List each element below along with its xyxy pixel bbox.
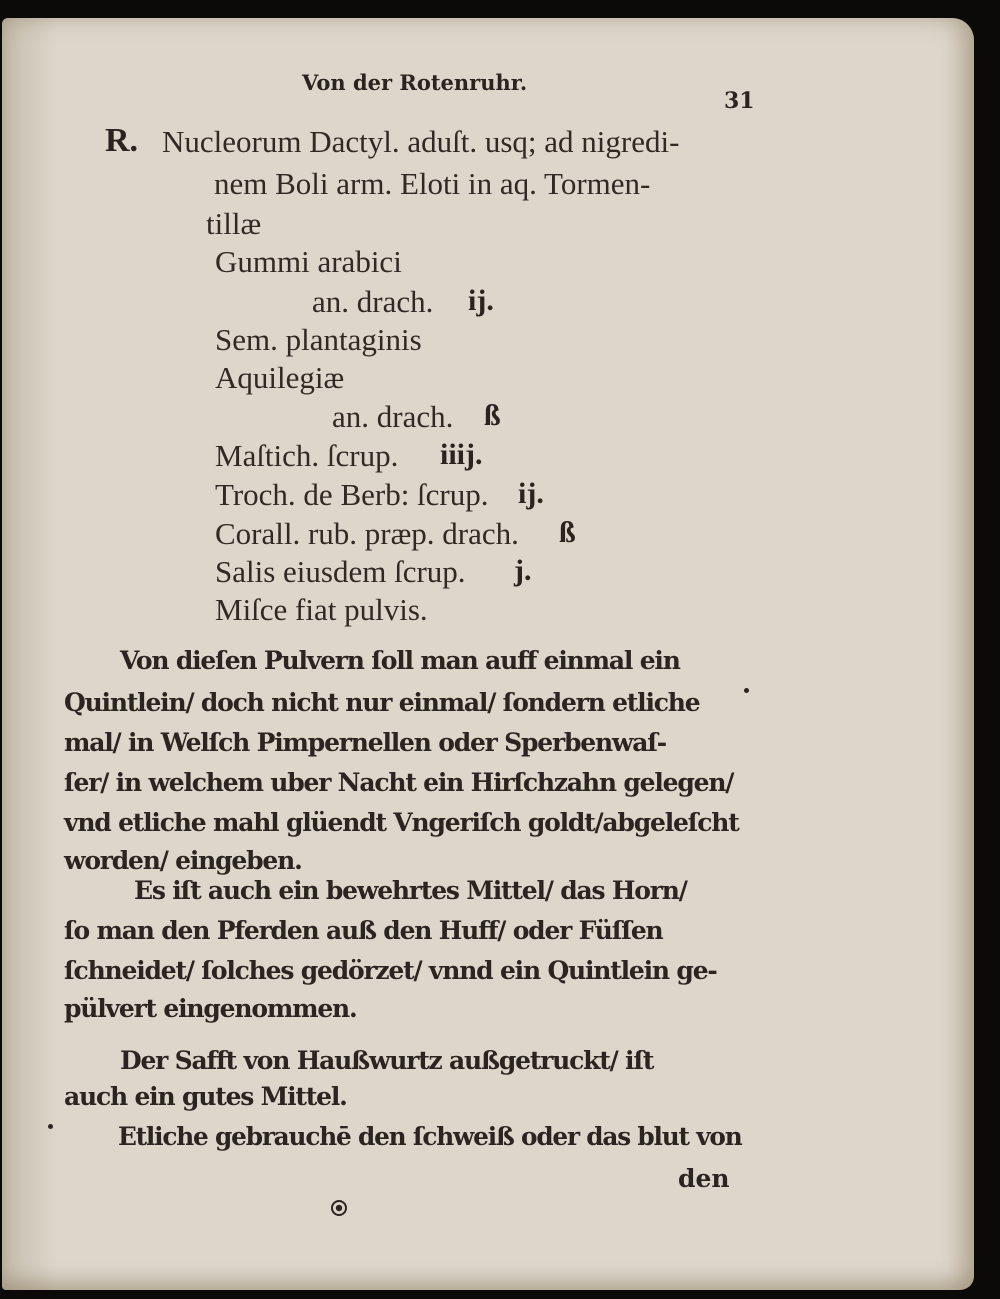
recipe-symbol: R. <box>105 122 139 159</box>
recipe-line: tillæ <box>206 206 262 241</box>
body-line: ſer/ in welchem uber Nacht ein Hirſchzahn gelegen/ <box>64 768 734 797</box>
recipe-line: Miſce fiat pulvis. <box>215 592 428 627</box>
recipe-quantity: iiij. <box>440 438 483 471</box>
marginal-dot <box>744 688 749 693</box>
body-line: pülvert eingenommen. <box>64 994 357 1023</box>
recipe-quantity: ß <box>559 516 576 549</box>
recipe-line: Corall. rub. præp. drach. <box>215 516 519 551</box>
recipe-line: Sem. plantaginis <box>215 322 422 357</box>
printer-ornament-icon <box>331 1200 347 1216</box>
marginal-dot <box>48 1124 53 1129</box>
recipe-line: an. drach. <box>332 399 454 434</box>
body-line: Es iſt auch ein bewehrtes Mittel/ das Horn/ <box>134 876 687 905</box>
body-line: mal/ in Welſch Pimpernellen oder Sperbenwaſ- <box>64 728 666 757</box>
page-number: 31 <box>724 88 755 114</box>
recipe-line: Aquilegiæ <box>215 360 345 395</box>
body-line: worden/ eingeben. <box>64 846 302 875</box>
recipe-line: Troch. de Berb: ſcrup. <box>215 477 489 512</box>
body-line: Von dieſen Pulvern ſoll man auff einmal ein <box>120 646 680 675</box>
body-line: auch ein gutes Mittel. <box>64 1082 347 1111</box>
catchword: den <box>678 1164 730 1193</box>
recipe-quantity: ij. <box>468 284 494 317</box>
body-line: vnd etliche mahl glüendt Vngeriſch goldt/abgeleſcht <box>64 808 739 837</box>
recipe-quantity: ij. <box>518 477 544 510</box>
recipe-line: an. drach. <box>312 284 434 319</box>
body-line: ſo man den Pferden auß den Huff/ oder Füſſen <box>64 916 663 945</box>
book-page <box>2 18 974 1290</box>
recipe-quantity: ß <box>484 399 501 432</box>
recipe-line: Nucleorum Dactyl. aduſt. usq; ad nigredi- <box>162 124 680 159</box>
recipe-line: nem Boli arm. Eloti in aq. Tormen- <box>214 166 651 201</box>
body-line: ſchneidet/ ſolches gedörzet/ vnnd ein Quintlein ge- <box>64 956 717 985</box>
body-line: Der Safft von Haußwurtz außgetruckt/ iſt <box>120 1046 654 1075</box>
recipe-line: Gummi arabici <box>215 244 402 279</box>
recipe-quantity: j. <box>514 554 532 587</box>
body-line: Etliche gebrauchē den ſchweiß oder das blut von <box>118 1122 742 1151</box>
recipe-line: Salis eiusdem ſcrup. <box>215 554 466 589</box>
recipe-line: Maſtich. ſcrup. <box>215 438 399 473</box>
body-line: Quintlein/ doch nicht nur einmal/ ſondern etliche <box>64 688 700 717</box>
running-title: Von der Rotenruhr. <box>302 70 528 95</box>
